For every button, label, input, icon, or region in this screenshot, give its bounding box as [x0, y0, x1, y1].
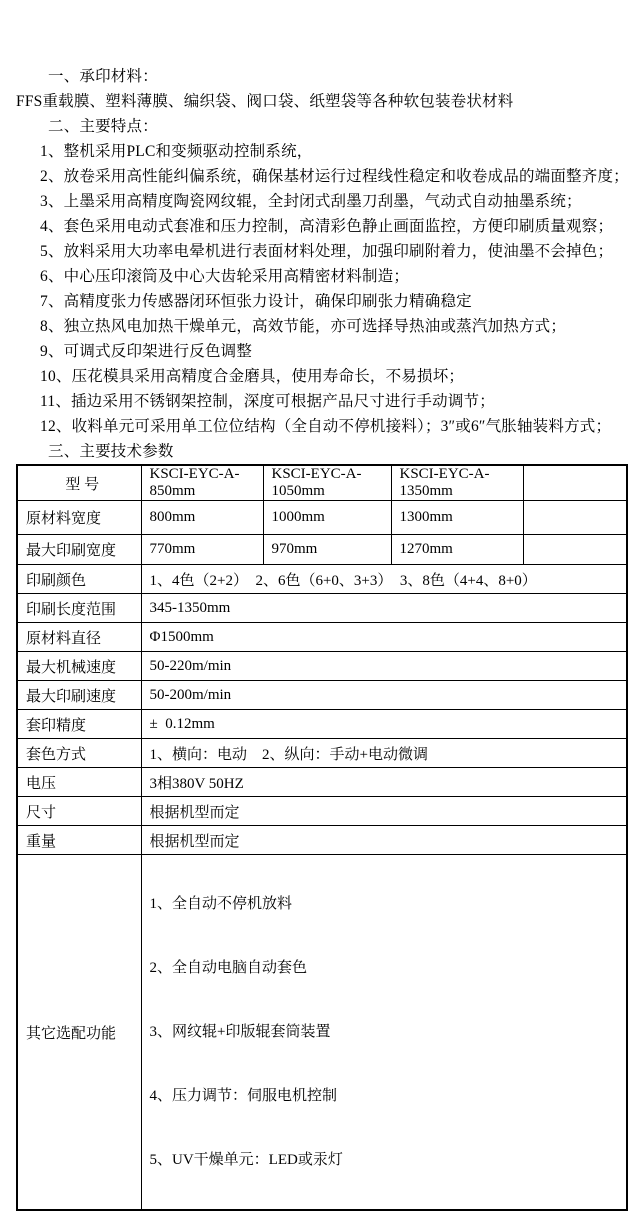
options-cell	[141, 855, 627, 1211]
row-label: 尺寸	[17, 797, 141, 826]
row-label: 最大机械速度	[17, 652, 141, 681]
section-1-heading: 一、承印材料：	[48, 68, 158, 85]
row-label: 最大印刷速度	[17, 681, 141, 710]
table-row-mech-speed	[17, 652, 627, 681]
value-cell: 800mm	[141, 501, 263, 535]
row-label: 印刷长度范围	[17, 594, 141, 623]
table-row-print-length	[17, 594, 627, 623]
model-cell-1050: KSCI-EYC-A-1050mm	[263, 465, 391, 501]
option-item-2: 2、全自动电脑自动套色	[149, 960, 308, 976]
feature-item-8: 8、独立热风电加热干燥单元，高效节能，亦可选择导热油或蒸汽加热方式；	[40, 318, 567, 335]
value-cell: 1300mm	[391, 501, 523, 535]
option-item-4: 4、压力调节：伺服电机控制	[149, 1088, 338, 1104]
row-label: 最大印刷宽度	[17, 535, 141, 565]
row-label: 套印精度	[17, 710, 141, 739]
option-item-3: 3、网纹辊+印版辊套筒装置	[149, 1024, 331, 1040]
model-cell-1350: KSCI-EYC-A-1350mm	[391, 465, 523, 501]
table-row-model	[17, 465, 627, 501]
value-cell: 1000mm	[263, 501, 391, 535]
value-cell: 1、横向：电动 2、纵向：手动+电动微调	[141, 739, 627, 768]
feature-item-12: 12、收料单元可采用单工位位结构（全自动不停机接料）；3″或6″气胀轴装料方式；	[40, 418, 612, 435]
row-label: 原材料直径	[17, 623, 141, 652]
row-label: 电压	[17, 768, 141, 797]
table-row-material-width	[17, 501, 627, 535]
row-label: 印刷颜色	[17, 565, 141, 594]
value-cell: 根据机型而定	[141, 826, 627, 855]
feature-item-5: 5、放料采用大功率电晕机进行表面材料处理，加强印刷附着力，使油墨不会掉色；	[40, 243, 614, 260]
table-row-voltage	[17, 768, 627, 797]
value-cell: 770mm	[141, 535, 263, 565]
value-cell: 970mm	[263, 535, 391, 565]
value-cell: 3相380V 50HZ	[141, 768, 627, 797]
feature-item-9: 9、可调式反印架进行反色调整	[40, 343, 253, 360]
row-label-model: 型 号	[17, 465, 141, 501]
value-cell: 1、4色（2+2） 2、6色（6+0、3+3） 3、8色（4+4、8+0）	[141, 565, 627, 594]
feature-item-6: 6、中心压印滚筒及中心大齿轮采用高精密材料制造；	[40, 268, 410, 285]
empty-cell	[523, 465, 627, 501]
table-row-material-diameter	[17, 623, 627, 652]
table-row-register-precision	[17, 710, 627, 739]
table-row-register-mode	[17, 739, 627, 768]
row-label: 套色方式	[17, 739, 141, 768]
feature-item-4: 4、套色采用电动式套准和压力控制，高清彩色静止画面监控，方便印刷质量观察；	[40, 218, 614, 235]
model-cell-850: KSCI-EYC-A-850mm	[141, 465, 263, 501]
feature-item-1: 1、整机采用PLC和变频驱动控制系统，	[40, 143, 313, 160]
empty-cell	[523, 535, 627, 565]
value-cell: ± 0.12mm	[141, 710, 627, 739]
option-item-5: 5、UV干燥单元：LED或汞灯	[149, 1152, 343, 1168]
row-label: 其它选配功能	[17, 855, 141, 1211]
section-3-heading: 三、主要技术参数	[48, 443, 174, 460]
table-row-weight	[17, 826, 627, 855]
value-cell: 1270mm	[391, 535, 523, 565]
feature-item-7: 7、高精度张力传感器闭环恒张力设计，确保印刷张力精确稳定	[40, 293, 472, 310]
row-label: 重量	[17, 826, 141, 855]
feature-item-3: 3、上墨采用高精度陶瓷网纹辊，全封闭式刮墨刀刮墨，气动式自动抽墨系统；	[40, 193, 582, 210]
table-row-dimensions	[17, 797, 627, 826]
row-label: 原材料宽度	[17, 501, 141, 535]
feature-item-2: 2、放卷采用高性能纠偏系统，确保基材运行过程线性稳定和收卷成品的端面整齐度；	[40, 168, 629, 185]
materials-line: FFS重载膜、塑料薄膜、编织袋、阀口袋、纸塑袋等各种软包装卷状材料	[16, 93, 514, 110]
option-item-1: 1、全自动不停机放料	[149, 896, 293, 912]
value-cell: Φ1500mm	[141, 623, 627, 652]
section-2-heading: 二、主要特点：	[48, 118, 158, 135]
spec-table	[16, 464, 628, 1211]
table-row-optional-functions	[17, 855, 627, 1211]
feature-item-11: 11、插边采用不锈钢架控制，深度可根据产品尺寸进行手动调节；	[40, 393, 495, 410]
feature-item-10: 10、压花模具采用高精度合金磨具，使用寿命长，不易损坏；	[40, 368, 465, 385]
empty-cell	[523, 501, 627, 535]
value-cell: 50-220m/min	[141, 652, 627, 681]
table-row-print-speed	[17, 681, 627, 710]
intro-text-block	[0, 0, 640, 464]
table-row-print-width	[17, 535, 627, 565]
value-cell: 50-200m/min	[141, 681, 627, 710]
value-cell: 根据机型而定	[141, 797, 627, 826]
table-row-print-colors	[17, 565, 627, 594]
value-cell: 345-1350mm	[141, 594, 627, 623]
